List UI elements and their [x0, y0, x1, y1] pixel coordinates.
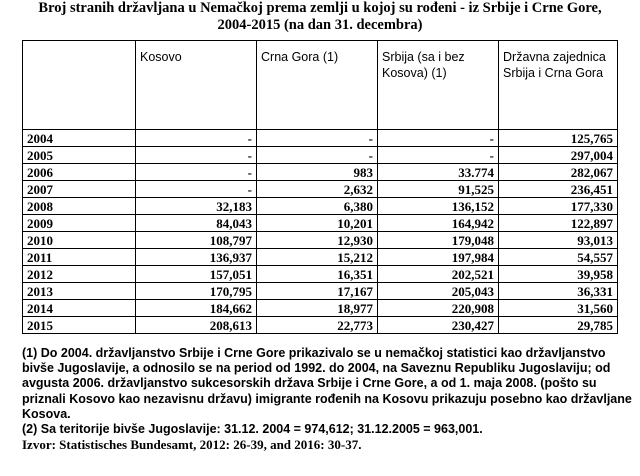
year-cell: 2015	[23, 317, 136, 334]
footnotes	[22, 346, 632, 452]
footnote-1: (1) Do 2004. državljanstvo Srbije i Crne Gore prikazivalo se u nemačkoj statistici kao državljanstvo bivše Jugoslavije, a odnosilo se na period od 1992. do 2004, na Saveznu Republiku Jugoslaviju; od avgusta 2006. državljanstvo sukcesorskih država Srbije i Crne Gore, a od 1. maja 2008. (pošto su priznali Kosovo kao nezavisnu državu) imigrante rođenih na Kosovu prikazuju posebno kao državljane Kosova.	[22, 346, 632, 421]
year-cell: 2009	[23, 215, 136, 232]
kosovo-cell: -	[136, 164, 257, 181]
crna-gora-cell: 12,930	[257, 232, 378, 249]
drzavna-cell: 297,004	[499, 147, 618, 164]
kosovo-cell: 184,662	[136, 300, 257, 317]
drzavna-cell: 93,013	[499, 232, 618, 249]
crna-gora-cell: 15,212	[257, 249, 378, 266]
srbija-cell: 136,152	[378, 198, 499, 215]
table-row	[23, 181, 618, 198]
drzavna-cell: 236,451	[499, 181, 618, 198]
kosovo-cell: -	[136, 130, 257, 147]
crna-gora-cell: 22,773	[257, 317, 378, 334]
title-line-1: Broj stranih državljana u Nemačkoj prema zemlji u kojoj su rođeni - iz Srbije i Crne Gore,	[38, 0, 602, 16]
kosovo-cell: 136,937	[136, 249, 257, 266]
year-cell: 2004	[23, 130, 136, 147]
drzavna-cell: 54,557	[499, 249, 618, 266]
footnote-2: (2) Sa teritorije bivše Jugoslavije: 31.12. 2004 = 974,612; 31.12.2005 = 963,001.	[22, 422, 483, 437]
table-row	[23, 317, 618, 334]
year-cell: 2011	[23, 249, 136, 266]
column-header-kosovo: Kosovo	[136, 41, 257, 130]
kosovo-cell: 108,797	[136, 232, 257, 249]
year-cell: 2013	[23, 283, 136, 300]
column-header-crna-gora: Crna Gora (1)	[257, 41, 378, 130]
data-table	[22, 40, 618, 334]
drzavna-cell: 122,897	[499, 215, 618, 232]
year-cell: 2007	[23, 181, 136, 198]
srbija-cell: 197,984	[378, 249, 499, 266]
table-body	[23, 130, 618, 334]
crna-gora-cell: -	[257, 130, 378, 147]
crna-gora-cell: 17,167	[257, 283, 378, 300]
crna-gora-cell: 6,380	[257, 198, 378, 215]
year-cell: 2014	[23, 300, 136, 317]
kosovo-cell: -	[136, 181, 257, 198]
drzavna-cell: 282,067	[499, 164, 618, 181]
table-row	[23, 164, 618, 181]
table-header-row	[23, 41, 618, 130]
kosovo-cell: 32,183	[136, 198, 257, 215]
srbija-cell: 179,048	[378, 232, 499, 249]
srbija-cell: -	[378, 147, 499, 164]
table-row	[23, 232, 618, 249]
crna-gora-cell: 16,351	[257, 266, 378, 283]
drzavna-cell: 177,330	[499, 198, 618, 215]
kosovo-cell: 208,613	[136, 317, 257, 334]
drzavna-cell: 36,331	[499, 283, 618, 300]
srbija-cell: 220,908	[378, 300, 499, 317]
year-cell: 2010	[23, 232, 136, 249]
year-cell: 2006	[23, 164, 136, 181]
crna-gora-cell: 983	[257, 164, 378, 181]
srbija-cell: 230,427	[378, 317, 499, 334]
table-row	[23, 283, 618, 300]
year-cell: 2012	[23, 266, 136, 283]
crna-gora-cell: 10,201	[257, 215, 378, 232]
srbija-cell: 91,525	[378, 181, 499, 198]
table-row	[23, 266, 618, 283]
drzavna-cell: 39,958	[499, 266, 618, 283]
header-corner-cell	[23, 41, 136, 130]
kosovo-cell: 84,043	[136, 215, 257, 232]
table-row	[23, 198, 618, 215]
source-note: Izvor: Statistisches Bundesamt, 2012: 26-39, and 2016: 30-37.	[22, 437, 362, 453]
column-header-drzavna-zajednica: Državna zajednica Srbija i Crna Gora	[499, 41, 618, 130]
drzavna-cell: 29,785	[499, 317, 618, 334]
drzavna-cell: 125,765	[499, 130, 618, 147]
crna-gora-cell: 18,977	[257, 300, 378, 317]
title-line-2: 2004-2015 (na dan 31. decembra)	[217, 17, 423, 33]
kosovo-cell: 170,795	[136, 283, 257, 300]
table-row	[23, 130, 618, 147]
table-row	[23, 147, 618, 164]
crna-gora-cell: 2,632	[257, 181, 378, 198]
document-title	[0, 0, 640, 34]
year-cell: 2008	[23, 198, 136, 215]
srbija-cell: 205,043	[378, 283, 499, 300]
table-row	[23, 215, 618, 232]
srbija-cell: 164,942	[378, 215, 499, 232]
srbija-cell: 202,521	[378, 266, 499, 283]
srbija-cell: 33.774	[378, 164, 499, 181]
drzavna-cell: 31,560	[499, 300, 618, 317]
srbija-cell: -	[378, 130, 499, 147]
kosovo-cell: 157,051	[136, 266, 257, 283]
year-cell: 2005	[23, 147, 136, 164]
crna-gora-cell: -	[257, 147, 378, 164]
kosovo-cell: -	[136, 147, 257, 164]
table-row	[23, 300, 618, 317]
table-row	[23, 249, 618, 266]
column-header-srbija: Srbija (sa i bez Kosova) (1)	[378, 41, 499, 130]
